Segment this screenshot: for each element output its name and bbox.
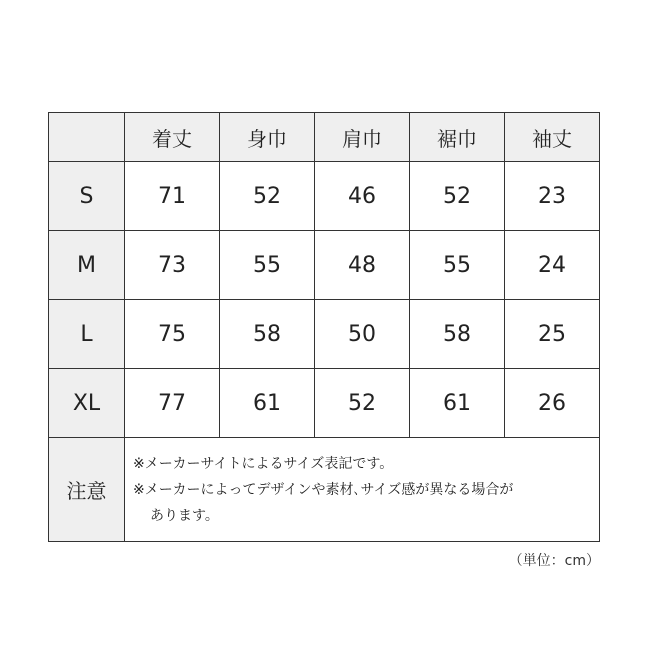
cell-value: 52	[410, 162, 505, 231]
unit-caption: （単位：cm）	[508, 553, 600, 569]
note-text-cell	[125, 438, 600, 542]
cell-value: 26	[505, 369, 600, 438]
cell-value: 58	[410, 300, 505, 369]
table-row	[49, 231, 600, 300]
header-body-width: 身巾	[220, 113, 315, 162]
size-label-l: L	[49, 300, 125, 369]
cell-value: 23	[505, 162, 600, 231]
cell-value: 25	[505, 300, 600, 369]
header-length: 着丈	[125, 113, 220, 162]
table-header-row	[49, 113, 600, 162]
cell-value: 55	[410, 231, 505, 300]
cell-value: 77	[125, 369, 220, 438]
size-label-m: M	[49, 231, 125, 300]
cell-value: 75	[125, 300, 220, 369]
table-row	[49, 300, 600, 369]
cell-value: 61	[220, 369, 315, 438]
cell-value: 46	[315, 162, 410, 231]
cell-value: 52	[315, 369, 410, 438]
note-line: ※メーカーによってデザインや素材､サイズ感が異なる場合が	[133, 481, 514, 498]
header-shoulder-width: 肩巾	[315, 113, 410, 162]
cell-value: 50	[315, 300, 410, 369]
size-label-xl: XL	[49, 369, 125, 438]
note-line: ※メーカーサイトによるサイズ表記です。	[133, 455, 394, 472]
size-chart-table	[48, 112, 600, 542]
cell-value: 71	[125, 162, 220, 231]
cell-value: 73	[125, 231, 220, 300]
cell-value: 58	[220, 300, 315, 369]
header-sleeve-length: 袖丈	[505, 113, 600, 162]
cell-value: 61	[410, 369, 505, 438]
header-corner-cell	[49, 113, 125, 162]
header-hem-width: 裾巾	[410, 113, 505, 162]
note-row	[49, 438, 600, 542]
cell-value: 48	[315, 231, 410, 300]
table-row	[49, 162, 600, 231]
note-label: 注意	[49, 438, 125, 542]
cell-value: 55	[220, 231, 315, 300]
cell-value: 24	[505, 231, 600, 300]
note-line: あります。	[150, 507, 219, 524]
size-label-s: S	[49, 162, 125, 231]
table-row	[49, 369, 600, 438]
cell-value: 52	[220, 162, 315, 231]
